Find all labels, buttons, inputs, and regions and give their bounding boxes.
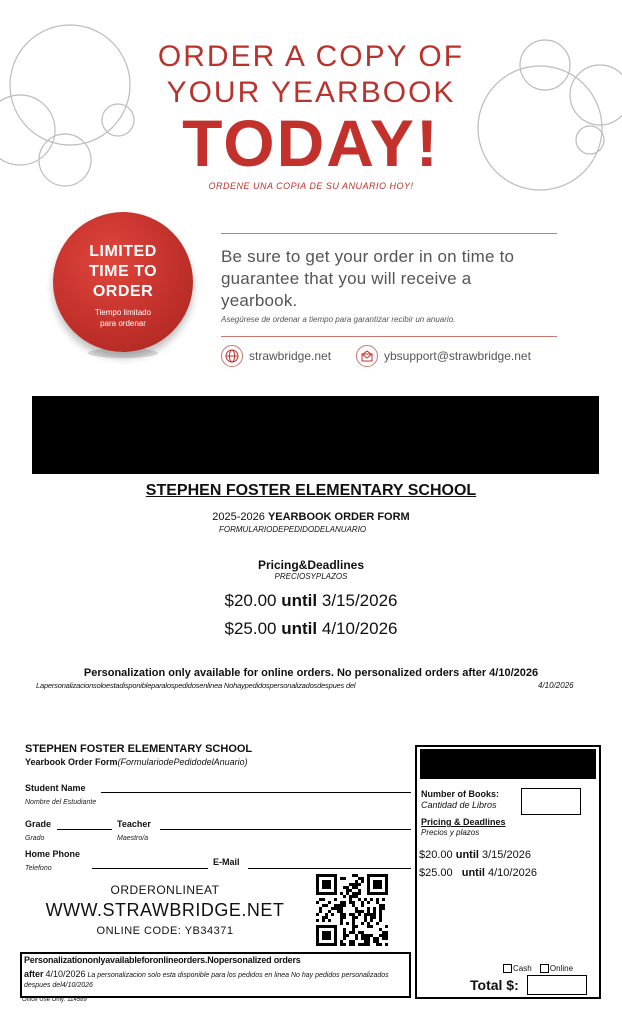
student-name-field[interactable]	[101, 792, 411, 793]
school-year: 2025-2026	[212, 511, 265, 523]
total-label: Total $:	[470, 977, 519, 993]
payment-options	[503, 964, 573, 973]
phone-label: Home Phone	[25, 849, 81, 859]
grade-label-es: Grado	[25, 835, 45, 842]
price-tier-2	[0, 619, 622, 639]
form-title-bold: Yearbook Order Form	[25, 757, 118, 767]
office-use: Office Use Only: 114589	[22, 997, 87, 1003]
divider-bottom	[221, 336, 557, 337]
price-2: $25.00	[224, 619, 277, 638]
redacted-bar	[32, 396, 599, 474]
cash-label: Cash	[513, 964, 532, 973]
divider-top	[221, 233, 557, 234]
teacher-label-es: Maestro/a	[117, 835, 149, 842]
personalization-notice	[0, 667, 622, 679]
side-price-2: $25.00	[419, 867, 453, 879]
badge-sub2: para ordenar	[100, 319, 146, 328]
grade-field[interactable]	[57, 829, 112, 830]
side-until-2: until	[461, 867, 485, 879]
price-1: $20.00	[224, 591, 277, 610]
num-books-field[interactable]	[521, 788, 581, 815]
online-code: ONLINE CODE: YB34371	[96, 925, 234, 937]
online-checkbox[interactable]	[540, 964, 549, 973]
form-title-spanish: FORMULARIODEPEDIDODELANUARIO	[219, 525, 367, 534]
pricing-title: Pricing&Deadlines	[257, 558, 365, 572]
badge-sub1: Tiempo limitado	[94, 308, 152, 317]
personalization-box	[20, 952, 411, 998]
form-title: YEARBOOK ORDER FORM	[267, 511, 410, 523]
phone-label-es: Telefono	[25, 865, 52, 872]
pricing-title-spanish: PRECIOSYPLAZOS	[274, 572, 348, 581]
headline-today: TODAY!	[182, 106, 440, 180]
num-books-label: Number of Books:	[421, 789, 500, 799]
email-contact[interactable]	[356, 345, 531, 367]
total-field[interactable]	[527, 975, 587, 995]
teacher-label: Teacher	[117, 819, 151, 829]
form-pers-after: after	[24, 969, 44, 979]
website-link[interactable]: strawbridge.net	[249, 349, 332, 363]
num-books-label-es: Cantidad de Libros	[421, 800, 497, 810]
form-title-line	[25, 757, 248, 767]
school-name: STEPHEN FOSTER ELEMENTARY SCHOOL	[145, 482, 477, 499]
online-label: Online	[549, 964, 574, 973]
badge-line3: ORDER	[92, 283, 154, 300]
headline-spanish: ORDENE UNA COPIA DE SU ANUARIO HOY!	[208, 181, 414, 191]
date-2: 4/10/2026	[321, 619, 398, 638]
form-heading	[0, 511, 622, 523]
form-pers-bold: Personalizationonlyavailableforonlineorders.Nopersonalized orders	[24, 955, 301, 965]
until-2: until	[281, 619, 318, 638]
side-redacted	[420, 749, 596, 779]
form-title-es: (FormulariodePedidodelAnuario)	[117, 757, 248, 767]
personalization-text: Personalization only available for online orders. No personalized orders after	[83, 667, 487, 679]
grade-label: Grade	[25, 819, 52, 829]
date-1: 3/15/2026	[321, 591, 398, 610]
email-link[interactable]: ybsupport@strawbridge.net	[384, 349, 531, 363]
form-school: STEPHEN FOSTER ELEMENTARY SCHOOL	[25, 743, 253, 755]
personalization-date-spanish: 4/10/2026	[538, 681, 574, 690]
side-pricing-label: Pricing & Deadlines	[421, 817, 506, 827]
side-until-1: until	[455, 849, 479, 861]
side-date-1: 3/15/2026	[482, 849, 531, 861]
globe-icon	[221, 345, 243, 367]
cash-checkbox[interactable]	[503, 964, 512, 973]
qr-code-icon[interactable]	[316, 874, 388, 946]
limited-time-badge	[53, 212, 193, 352]
until-1: until	[281, 591, 318, 610]
side-panel	[415, 745, 601, 999]
student-name-label-es: Nombre del Estudiante	[25, 799, 97, 806]
personalization-date: 4/10/2026	[489, 667, 539, 679]
phone-field[interactable]	[92, 868, 208, 869]
side-pricing-label-es: Precios y plazos	[421, 828, 480, 837]
form-pers-line	[24, 969, 406, 991]
headline-line1: ORDER A COPY OF	[157, 40, 465, 73]
teacher-field[interactable]	[160, 829, 411, 830]
side-tier-1	[419, 849, 531, 861]
side-date-2: 4/10/2026	[488, 867, 537, 879]
price-tier-1	[0, 591, 622, 611]
badge-line2: TIME TO	[88, 263, 158, 280]
side-price-1: $20.00	[419, 849, 453, 861]
order-message-spanish: Asegúrese de ordenar a tiempo para garantizar recibir un anuario.	[221, 315, 456, 324]
order-message: Be sure to get your order in on time to guarantee that you will receive a yearbook.	[221, 247, 515, 310]
email-label: E-Mail	[213, 857, 240, 867]
mail-icon	[356, 345, 378, 367]
email-field[interactable]	[248, 868, 411, 869]
website-contact[interactable]	[221, 345, 331, 367]
order-online-label: ORDERONLINEAT	[110, 883, 220, 897]
headline-line2: YOUR YEARBOOK	[166, 76, 456, 109]
side-tier-2	[419, 867, 537, 879]
personalization-spanish: Lapersonalizacionsoloestadisponibleparalospedidosenlinea Nohaypedidospersonalizadosdespues del	[36, 681, 356, 690]
student-name-label: Student Name	[25, 783, 86, 793]
form-pers-es: La personalizacion solo esta disponible para los pedidos en linea No hay pedidos personalizados despues del4/10/2026	[24, 972, 389, 989]
order-website[interactable]: WWW.STRAWBRIDGE.NET	[45, 900, 285, 920]
form-pers-date: 4/10/2026	[45, 969, 86, 979]
badge-line1: LIMITED	[89, 243, 157, 260]
